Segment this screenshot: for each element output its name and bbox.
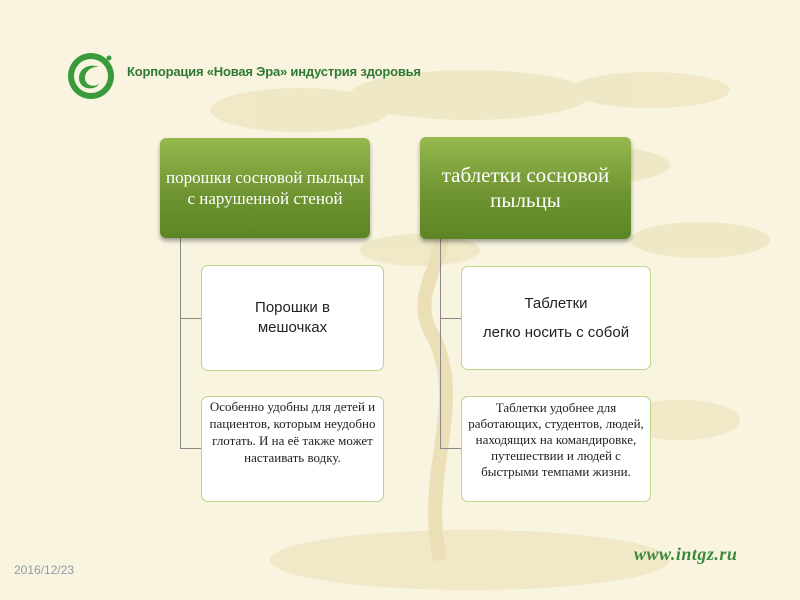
right-heading: таблетки сосновой пыльцы: [420, 137, 631, 239]
slide-date: 2016/12/23: [14, 563, 75, 577]
left-card-description-text: Особенно удобны для детей и пациентов, которым неудобно глотать. И на её также может настаивать водку.: [209, 399, 376, 465]
company-name: Корпорация «Новая Эра» индустрия здоровья: [127, 64, 421, 79]
right-card-description-text: Таблетки удобнее для работающих, студентов, людей, находящих на командировке, путешествии и людей с быстрыми темпами жизни.: [468, 400, 644, 479]
right-card-description: [461, 396, 651, 502]
left-card-bags-text: Порошки в мешочках: [255, 299, 330, 336]
website-url: www.intgz.ru: [634, 544, 738, 564]
connector-left-vertical: [180, 238, 181, 448]
connector-left-branch-2: [180, 448, 201, 449]
left-card-description: [201, 396, 384, 502]
right-card-tablets-line2: легко носить с собой: [482, 323, 630, 341]
connector-right-branch-1: [440, 318, 461, 319]
connector-left-branch-1: [180, 318, 201, 319]
left-card-bags: [201, 265, 384, 371]
connector-right-branch-2: [440, 448, 461, 449]
right-card-tablets: [461, 266, 651, 370]
right-card-tablets-line1: Таблетки: [524, 294, 588, 312]
connector-right-vertical: [440, 239, 441, 449]
left-heading: порошки сосновой пыльцы с нарушенной стеной: [160, 138, 370, 238]
company-logo-icon: [66, 51, 116, 101]
